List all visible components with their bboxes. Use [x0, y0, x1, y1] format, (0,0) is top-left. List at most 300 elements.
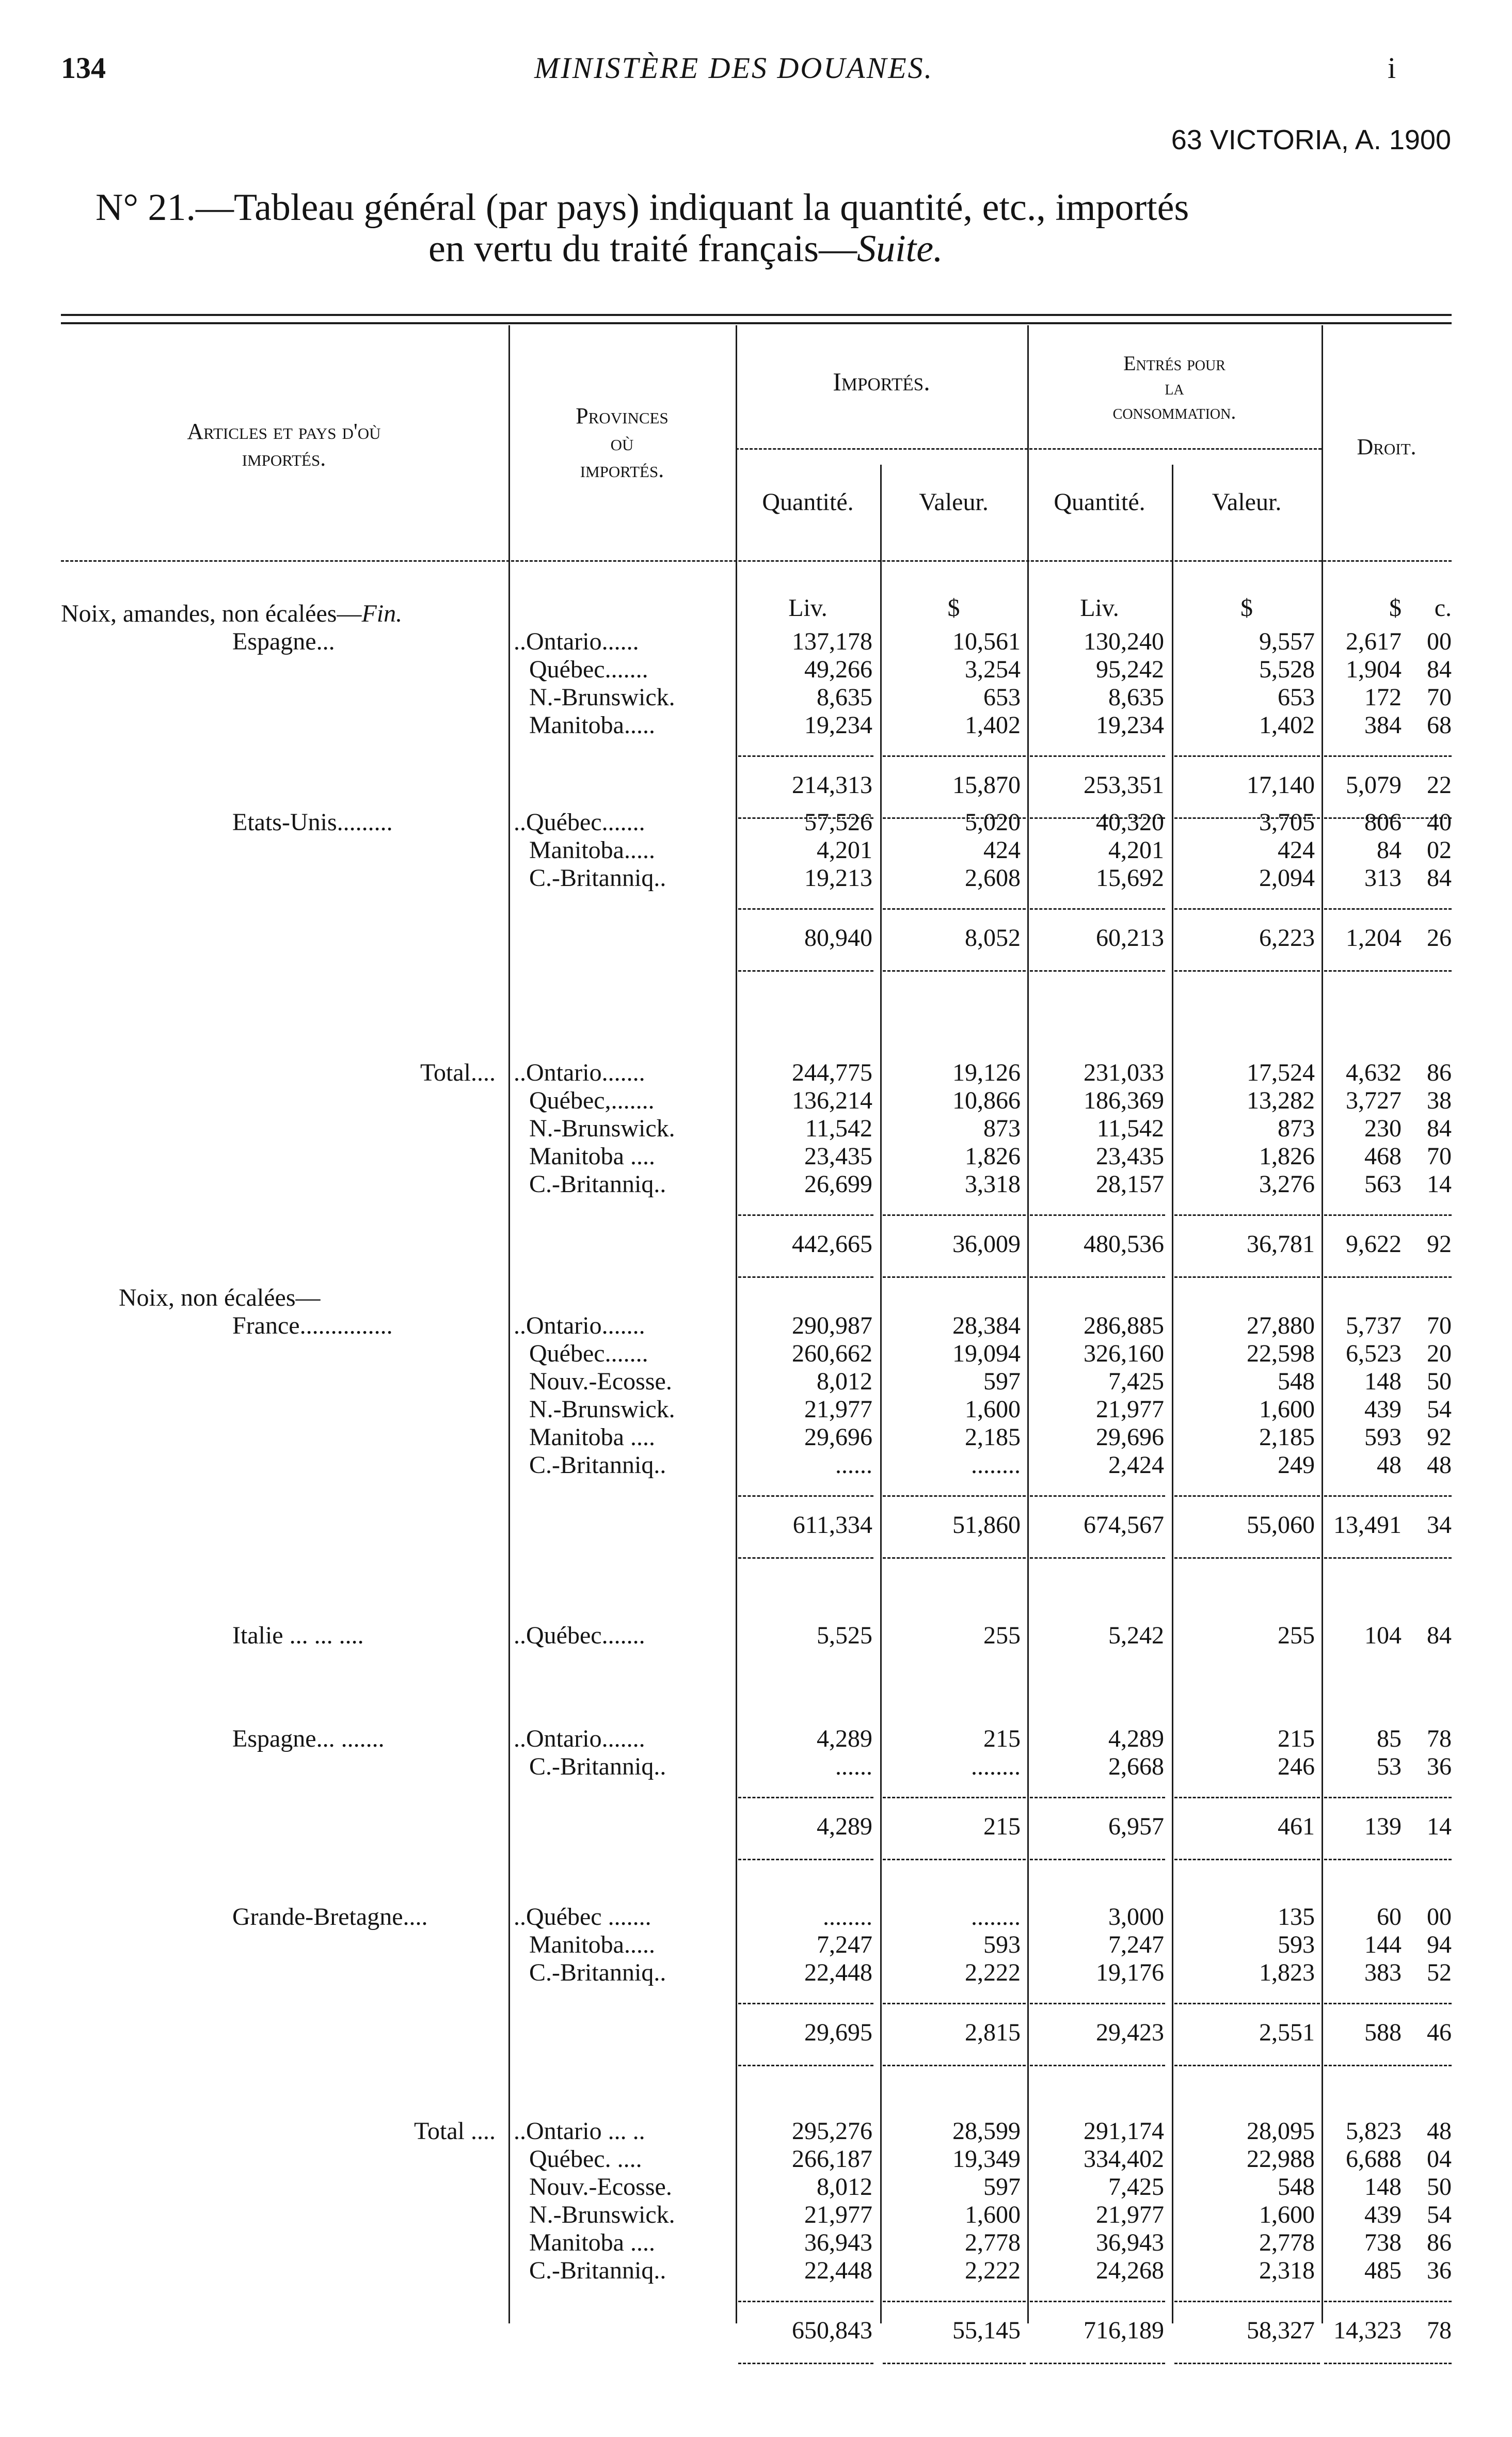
subtotal-rule	[1174, 1797, 1320, 1798]
value-eq: 19,234	[1096, 711, 1164, 739]
value-dd: 439	[1364, 1396, 1402, 1423]
page-number: 134	[61, 51, 106, 85]
value-ev: 3,276	[1259, 1170, 1315, 1198]
value-iv: 2,222	[965, 1959, 1021, 1986]
value-eq: 2,668	[1108, 1753, 1164, 1780]
value-iq: 49,266	[804, 656, 872, 683]
value-ev: 28,095	[1247, 2117, 1315, 2145]
value-dc: 20	[1427, 1340, 1452, 1367]
subtotal-rule	[1324, 1214, 1452, 1216]
unit-imp-valeur: $	[947, 594, 960, 622]
value-dd: 3,727	[1346, 1087, 1402, 1114]
total-eq: 480,536	[1084, 1230, 1164, 1258]
value-eq: 3,000	[1108, 1903, 1164, 1930]
value-iv: 28,599	[952, 2117, 1021, 2145]
value-iv: 28,384	[952, 1312, 1021, 1339]
value-dd: 60	[1377, 1903, 1402, 1930]
value-eq: 8,635	[1108, 684, 1164, 711]
value-ev: 2,778	[1259, 2229, 1315, 2256]
subtotal-rule	[738, 908, 873, 910]
total-dd: 13,491	[1333, 1511, 1402, 1539]
total-iv: 215	[983, 1813, 1021, 1840]
value-iq: 5,525	[817, 1622, 872, 1649]
subtotal-rule	[1174, 1214, 1320, 1216]
table-title-line2: en vertu du traité français—Suite.	[428, 228, 943, 270]
total-bottom-rule	[1174, 2065, 1320, 2066]
province-label: ..Québec.......	[514, 1622, 645, 1649]
total-dd: 1,204	[1346, 924, 1402, 952]
value-iv: 593	[983, 1931, 1021, 1958]
total-eq: 253,351	[1084, 771, 1164, 799]
group-heading-text: Noix, amandes, non écalées—	[61, 600, 362, 627]
group-heading	[61, 599, 402, 628]
value-iv: 1,600	[965, 2201, 1021, 2228]
total-bottom-rule	[1030, 2363, 1165, 2364]
subtotal-rule	[1324, 1797, 1452, 1798]
country-label: Espagne... .......	[232, 1725, 385, 1752]
value-iv: 1,402	[965, 711, 1021, 739]
value-iq: 11,542	[805, 1115, 872, 1142]
total-bottom-rule	[738, 1557, 873, 1559]
province-label: C.-Britanniq..	[529, 1170, 666, 1198]
value-dc: 50	[1427, 2173, 1452, 2201]
value-ev: 13,282	[1247, 1087, 1315, 1114]
subtotal-rule	[738, 755, 873, 757]
province-label: N.-Brunswick.	[529, 1396, 675, 1423]
total-bottom-rule	[883, 1276, 1026, 1278]
value-eq: 5,242	[1108, 1622, 1164, 1649]
total-iq: 611,334	[792, 1511, 872, 1539]
total-dd: 139	[1364, 1813, 1402, 1840]
subtotal-rule	[1324, 2003, 1452, 2004]
value-iq: 8,012	[817, 2173, 872, 2201]
value-dc: 48	[1427, 2117, 1452, 2145]
value-iv: 2,778	[965, 2229, 1021, 2256]
total-bottom-rule	[1324, 2363, 1452, 2364]
value-eq: 7,247	[1108, 1931, 1164, 1958]
value-iv: 19,094	[952, 1340, 1021, 1367]
value-iq: 19,213	[804, 864, 872, 892]
value-iq: 4,289	[817, 1725, 872, 1752]
total-bottom-rule	[1324, 970, 1452, 972]
total-bottom-rule	[1174, 970, 1320, 972]
province-label: C.-Britanniq..	[529, 864, 666, 892]
value-eq: 7,425	[1108, 1368, 1164, 1395]
subtotal-rule	[1030, 2003, 1165, 2004]
total-bottom-rule	[1324, 2065, 1452, 2066]
total-bottom-rule	[1030, 1557, 1165, 1559]
total-bottom-rule	[1174, 1859, 1320, 1860]
col-header-droit: Droit.	[1357, 434, 1416, 460]
total-bottom-rule	[738, 2065, 873, 2066]
value-dc: 78	[1427, 1725, 1452, 1752]
subtotal-rule	[883, 2301, 1026, 2302]
value-iq: 57,526	[804, 809, 872, 836]
value-iq: 36,943	[804, 2229, 872, 2256]
total-bottom-rule	[1174, 1557, 1320, 1559]
col-header-importes: Importés.	[833, 367, 930, 396]
value-dd: 5,823	[1346, 2117, 1402, 2145]
province-label: Manitoba ....	[529, 1143, 655, 1170]
subheader-rule	[736, 448, 1322, 450]
group-heading-text: Noix, non écalées—	[119, 1284, 321, 1311]
top-rule-1	[61, 314, 1452, 316]
value-dd: 104	[1364, 1622, 1402, 1649]
value-dd: 144	[1364, 1931, 1402, 1958]
value-ev: 249	[1278, 1451, 1315, 1479]
value-ev: 593	[1278, 1931, 1315, 1958]
col-header-imp-valeur: Valeur.	[919, 488, 989, 516]
province-label: Québec,.......	[529, 1087, 655, 1114]
total-ev: 6,223	[1259, 924, 1315, 952]
country-label: Total ....	[414, 2117, 496, 2145]
province-label: C.-Britanniq..	[529, 1959, 666, 1986]
value-iq: 266,187	[792, 2145, 872, 2173]
subtotal-rule	[1030, 2301, 1165, 2302]
top-rule-2	[61, 322, 1452, 324]
subtotal-rule	[883, 755, 1026, 757]
value-dc: 70	[1427, 1143, 1452, 1170]
value-iq: ........	[823, 1903, 872, 1930]
province-label: Québec. ....	[529, 2145, 642, 2173]
value-dc: 84	[1427, 1115, 1452, 1142]
subtotal-rule	[738, 2003, 873, 2004]
running-title: MINISTÈRE DES DOUANES.	[534, 51, 934, 85]
value-eq: 36,943	[1096, 2229, 1164, 2256]
country-label: Espagne...	[232, 628, 335, 655]
total-dd: 9,622	[1346, 1230, 1402, 1258]
province-label: ..Ontario ... ..	[514, 2117, 645, 2145]
province-label: C.-Britanniq..	[529, 1753, 666, 1780]
value-iq: 29,696	[804, 1423, 872, 1451]
value-dd: 6,523	[1346, 1340, 1402, 1367]
value-iv: 597	[983, 2173, 1021, 2201]
value-ev: 215	[1278, 1725, 1315, 1752]
subtotal-rule	[1030, 1495, 1165, 1497]
subtotal-rule	[1324, 755, 1452, 757]
value-iv: 19,126	[952, 1059, 1021, 1086]
total-bottom-rule	[1324, 1557, 1452, 1559]
value-dc: 70	[1427, 1312, 1452, 1339]
col-header-articles: Articles et pays d'où importés.	[187, 419, 381, 471]
value-eq: 4,289	[1108, 1725, 1164, 1752]
value-dc: 94	[1427, 1931, 1452, 1958]
value-eq: 130,240	[1084, 628, 1164, 655]
subtotal-rule	[738, 2301, 873, 2302]
subtotal-rule	[883, 2003, 1026, 2004]
value-eq: 29,696	[1096, 1423, 1164, 1451]
value-eq: 7,425	[1108, 2173, 1164, 2201]
value-dd: 148	[1364, 2173, 1402, 2201]
value-eq: 286,885	[1084, 1312, 1164, 1339]
total-bottom-rule	[738, 1276, 873, 1278]
province-label: ..Québec .......	[514, 1903, 651, 1930]
country-label: Total....	[420, 1059, 496, 1086]
value-iv: 19,349	[952, 2145, 1021, 2173]
total-bottom-rule	[1030, 1859, 1165, 1860]
value-dd: 1,904	[1346, 656, 1402, 683]
subtotal-rule	[883, 908, 1026, 910]
value-ev: 3,705	[1259, 809, 1315, 836]
total-dc: 46	[1427, 2019, 1452, 2046]
value-iq: 8,635	[817, 684, 872, 711]
value-dc: 54	[1427, 1396, 1452, 1423]
value-eq: 186,369	[1084, 1087, 1164, 1114]
value-dc: 02	[1427, 836, 1452, 864]
value-iq: 19,234	[804, 711, 872, 739]
value-ev: 873	[1278, 1115, 1315, 1142]
value-iq: 4,201	[817, 836, 872, 864]
subtotal-rule	[1174, 908, 1320, 910]
value-iv: 3,318	[965, 1170, 1021, 1198]
total-eq: 674,567	[1084, 1511, 1164, 1539]
country-label: France...............	[232, 1312, 393, 1339]
value-iv: 2,222	[965, 2257, 1021, 2284]
total-bottom-rule	[1324, 1276, 1452, 1278]
value-ev: 548	[1278, 2173, 1315, 2201]
total-iv: 36,009	[952, 1230, 1021, 1258]
value-ev: 653	[1278, 684, 1315, 711]
subtotal-rule	[1030, 908, 1165, 910]
subtotal-rule	[1030, 1797, 1165, 1798]
value-dd: 148	[1364, 1368, 1402, 1395]
value-iq: ......	[835, 1451, 872, 1479]
value-eq: 28,157	[1096, 1170, 1164, 1198]
value-iq: 7,247	[817, 1931, 872, 1958]
value-dc: 14	[1427, 1170, 1452, 1198]
value-ev: 5,528	[1259, 656, 1315, 683]
col-header-imp-quantite: Quantité.	[762, 488, 854, 516]
total-bottom-rule	[1030, 2065, 1165, 2066]
subtotal-rule	[738, 1214, 873, 1216]
value-dc: 36	[1427, 2257, 1452, 2284]
value-ev: 424	[1278, 836, 1315, 864]
total-iv: 8,052	[965, 924, 1021, 952]
unit-ent-quantite: Liv.	[1080, 594, 1119, 622]
value-dc: 00	[1427, 628, 1452, 655]
province-label: Manitoba ....	[529, 1423, 655, 1451]
total-ev: 58,327	[1247, 2317, 1315, 2344]
value-dc: 68	[1427, 711, 1452, 739]
subtotal-rule	[883, 1495, 1026, 1497]
total-dc: 78	[1427, 2317, 1452, 2344]
subtotal-rule	[1030, 755, 1165, 757]
total-eq: 29,423	[1096, 2019, 1164, 2046]
province-label: N.-Brunswick.	[529, 684, 675, 711]
total-iv: 51,860	[952, 1511, 1021, 1539]
value-dd: 5,737	[1346, 1312, 1402, 1339]
value-dd: 384	[1364, 711, 1402, 739]
value-dc: 92	[1427, 1423, 1452, 1451]
total-bottom-rule	[1174, 1276, 1320, 1278]
value-dc: 38	[1427, 1087, 1452, 1114]
total-bottom-rule	[883, 1859, 1026, 1860]
col-header-entres: Entrés pour la consommation.	[1112, 352, 1236, 424]
province-label: ..Ontario.......	[514, 1725, 645, 1752]
total-bottom-rule	[1174, 2363, 1320, 2364]
unit-imp-quantite: Liv.	[788, 594, 827, 622]
value-dd: 485	[1364, 2257, 1402, 2284]
province-label: Manitoba.....	[529, 836, 655, 864]
total-ev: 2,551	[1259, 2019, 1315, 2046]
value-dd: 2,617	[1346, 628, 1402, 655]
total-eq: 6,957	[1108, 1813, 1164, 1840]
total-ev: 36,781	[1247, 1230, 1315, 1258]
province-label: N.-Brunswick.	[529, 1115, 675, 1142]
total-bottom-rule	[883, 2363, 1026, 2364]
value-dd: 806	[1364, 809, 1402, 836]
total-iq: 650,843	[792, 2317, 872, 2344]
value-iq: 136,214	[792, 1087, 872, 1114]
total-bottom-rule	[738, 2363, 873, 2364]
value-dc: 86	[1427, 2229, 1452, 2256]
total-bottom-rule	[1030, 1276, 1165, 1278]
value-dd: 4,632	[1346, 1059, 1402, 1086]
value-dc: 54	[1427, 2201, 1452, 2228]
total-bottom-rule	[738, 970, 873, 972]
total-iq: 442,665	[792, 1230, 872, 1258]
province-label: C.-Britanniq..	[529, 1451, 666, 1479]
province-label: Québec.......	[529, 1340, 648, 1367]
value-iv: 424	[983, 836, 1021, 864]
value-dd: 313	[1364, 864, 1402, 892]
col-header-ent-valeur: Valeur.	[1212, 488, 1282, 516]
total-iq: 29,695	[804, 2019, 872, 2046]
value-iq: 137,178	[792, 628, 872, 655]
value-iv: 873	[983, 1115, 1021, 1142]
value-ev: 135	[1278, 1903, 1315, 1930]
value-iq: 290,987	[792, 1312, 872, 1339]
value-eq: 21,977	[1096, 2201, 1164, 2228]
unit-droit-cents: c.	[1434, 594, 1452, 622]
total-eq: 716,189	[1084, 2317, 1164, 2344]
subtotal-rule	[1324, 1495, 1452, 1497]
value-iv: 5,020	[965, 809, 1021, 836]
province-label: C.-Britanniq..	[529, 2257, 666, 2284]
province-label: N.-Brunswick.	[529, 2201, 675, 2228]
value-iq: 260,662	[792, 1340, 872, 1367]
total-dd: 14,323	[1333, 2317, 1402, 2344]
value-dd: 172	[1364, 684, 1402, 711]
total-dd: 588	[1364, 2019, 1402, 2046]
value-eq: 11,542	[1096, 1115, 1164, 1142]
total-dc: 26	[1427, 924, 1452, 952]
province-label: ..Québec.......	[514, 809, 645, 836]
value-iv: 1,600	[965, 1396, 1021, 1423]
value-iv: 10,866	[952, 1087, 1021, 1114]
value-dd: 6,688	[1346, 2145, 1402, 2173]
value-iv: 215	[983, 1725, 1021, 1752]
subtotal-rule	[1324, 908, 1452, 910]
value-iq: 244,775	[792, 1059, 872, 1086]
value-eq: 23,435	[1096, 1143, 1164, 1170]
value-iv: ........	[971, 1451, 1021, 1479]
value-eq: 15,692	[1096, 864, 1164, 892]
subtotal-rule	[738, 1495, 873, 1497]
total-bottom-rule	[883, 970, 1026, 972]
value-eq: 40,320	[1096, 809, 1164, 836]
value-dc: 36	[1427, 1753, 1452, 1780]
total-iq: 4,289	[817, 1813, 872, 1840]
total-dc: 14	[1427, 1813, 1452, 1840]
province-label: ..Ontario......	[514, 628, 639, 655]
total-dd: 5,079	[1346, 771, 1402, 799]
value-dc: 50	[1427, 1368, 1452, 1395]
country-label: Grande-Bretagne....	[232, 1903, 428, 1930]
value-dc: 04	[1427, 2145, 1452, 2173]
value-ev: 1,600	[1259, 2201, 1315, 2228]
value-dc: 52	[1427, 1959, 1452, 1986]
country-label: Etats-Unis.........	[232, 809, 393, 836]
value-dd: 53	[1377, 1753, 1402, 1780]
value-ev: 1,823	[1259, 1959, 1315, 1986]
value-ev: 9,557	[1259, 628, 1315, 655]
subtotal-rule	[738, 1797, 873, 1798]
total-dc: 22	[1427, 771, 1452, 799]
value-eq: 21,977	[1096, 1396, 1164, 1423]
subtotal-rule	[883, 1797, 1026, 1798]
subtotal-rule	[1174, 1495, 1320, 1497]
total-bottom-rule	[1324, 1859, 1452, 1860]
subtotal-rule	[1174, 2003, 1320, 2004]
value-ev: 22,988	[1247, 2145, 1315, 2173]
value-dd: 48	[1377, 1451, 1402, 1479]
value-ev: 2,318	[1259, 2257, 1315, 2284]
value-eq: 24,268	[1096, 2257, 1164, 2284]
total-iv: 15,870	[952, 771, 1021, 799]
group-heading-italic: Fin.	[361, 600, 403, 627]
value-iq: 21,977	[804, 1396, 872, 1423]
col-divider-articles	[508, 325, 510, 2323]
value-dd: 593	[1364, 1423, 1402, 1451]
value-dc: 84	[1427, 656, 1452, 683]
group-heading	[119, 1284, 321, 1312]
value-dd: 738	[1364, 2229, 1402, 2256]
value-ev: 246	[1278, 1753, 1315, 1780]
subtotal-rule	[1174, 755, 1320, 757]
value-iv: 255	[983, 1622, 1021, 1649]
value-dc: 84	[1427, 864, 1452, 892]
total-dc: 34	[1427, 1511, 1452, 1539]
total-bottom-rule	[883, 2065, 1026, 2066]
value-iv: ........	[971, 1903, 1021, 1930]
value-iq: 22,448	[804, 1959, 872, 1986]
value-iq: 23,435	[804, 1143, 872, 1170]
province-label: ..Ontario.......	[514, 1059, 645, 1086]
value-ev: 1,826	[1259, 1143, 1315, 1170]
value-iv: 653	[983, 684, 1021, 711]
value-iq: 295,276	[792, 2117, 872, 2145]
value-dc: 48	[1427, 1451, 1452, 1479]
value-dc: 86	[1427, 1059, 1452, 1086]
total-eq: 60,213	[1096, 924, 1164, 952]
col-header-ent-quantite: Quantité.	[1054, 488, 1145, 516]
total-ev: 55,060	[1247, 1511, 1315, 1539]
session-label: 63 VICTORIA, A. 1900	[1171, 124, 1451, 155]
value-eq: 326,160	[1084, 1340, 1164, 1367]
value-iv: 10,561	[952, 628, 1021, 655]
value-iq: 8,012	[817, 1368, 872, 1395]
province-label: Manitoba ....	[529, 2229, 655, 2256]
total-iq: 80,940	[804, 924, 872, 952]
value-iq: 22,448	[804, 2257, 872, 2284]
value-ev: 17,524	[1247, 1059, 1315, 1086]
value-eq: 2,424	[1108, 1451, 1164, 1479]
value-ev: 255	[1278, 1622, 1315, 1649]
value-iv: 2,185	[965, 1423, 1021, 1451]
value-iv: 597	[983, 1368, 1021, 1395]
value-iq: 26,699	[804, 1170, 872, 1198]
